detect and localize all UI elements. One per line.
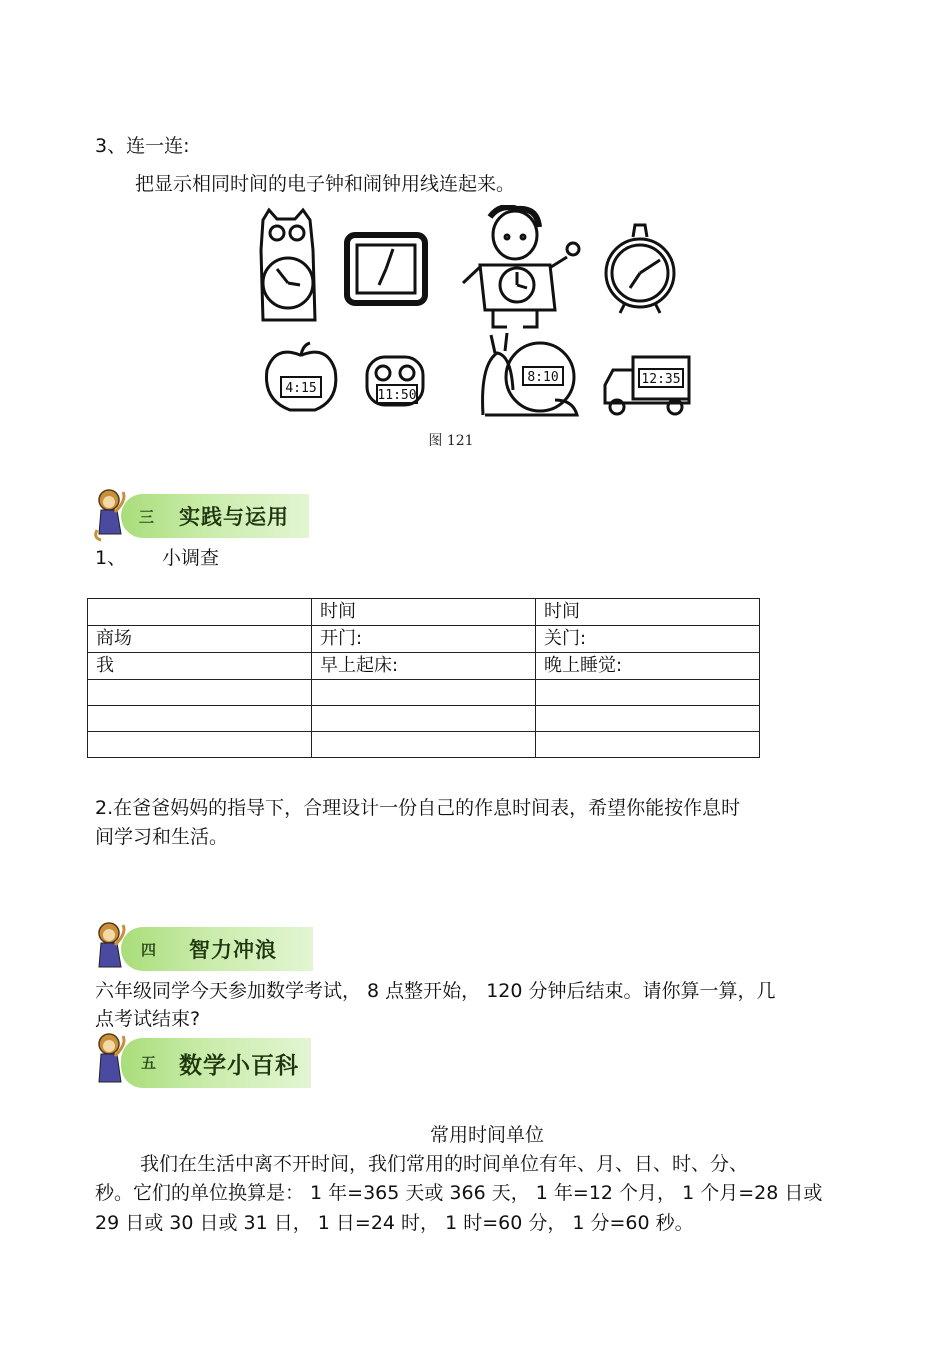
section-title: 数学小百科	[179, 1052, 299, 1079]
table-row	[88, 653, 760, 680]
table-row	[88, 680, 760, 706]
table-cell: 商场	[88, 626, 312, 653]
section-title: 智力冲浪	[189, 937, 277, 962]
table-row	[88, 706, 760, 732]
table-cell	[88, 706, 312, 732]
section-number: 三	[139, 508, 155, 526]
encyclopedia-line3: 29 日或 30 日或 31 日， 1 日=24 时， 1 时=60 分， 1 分=60 秒。	[95, 1212, 694, 1234]
encyclopedia-line1: 我们在生活中离不开时间，我们常用的时间单位有年、月、日、时、分、	[140, 1153, 749, 1175]
monkey-mascot-icon	[93, 1030, 131, 1090]
task2-line2: 间学习和生活。	[95, 826, 229, 848]
section-number: 四	[141, 941, 157, 959]
section-banner-3	[93, 492, 309, 542]
section-banner-4	[93, 925, 313, 975]
q3-heading: 3、连一连:	[95, 135, 190, 157]
square-wall-clock-icon	[347, 235, 425, 303]
q3-instruction: 把显示相同时间的电子钟和闹钟用线连起来。	[135, 173, 516, 195]
section-number: 五	[141, 1054, 157, 1072]
monkey-mascot-icon	[93, 919, 131, 975]
puzzle-line2: 点考试结束?	[95, 1008, 201, 1030]
table-cell	[536, 680, 760, 706]
table-cell: 时间	[536, 599, 760, 626]
monkey-mascot-icon	[93, 486, 131, 542]
table-cell: 时间	[312, 599, 536, 626]
survey-title: 小调查	[162, 547, 220, 569]
table-cell	[536, 732, 760, 758]
section-banner-5	[93, 1036, 311, 1086]
encyclopedia-line2: 秒。它们的单位换算是： 1 年=365 天或 366 天， 1 年=12 个月， 1 个月=28 日或	[95, 1182, 823, 1204]
section-title: 实践与运用	[179, 504, 289, 529]
table-cell: 晚上睡觉:	[536, 653, 760, 680]
apple-digital-clock-icon	[266, 343, 335, 410]
survey-table	[87, 598, 760, 758]
table-cell	[312, 706, 536, 732]
digital-time-robot: 11:50	[377, 388, 417, 403]
table-row	[88, 732, 760, 758]
table-cell: 早上起床:	[312, 653, 536, 680]
owl-alarm-clock-icon	[261, 210, 315, 320]
survey-index: 1、	[95, 547, 127, 569]
alarm-clock-icon	[606, 225, 674, 313]
puzzle-line1: 六年级同学今天参加数学考试， 8 点整开始， 120 分钟后结束。请你算一算，几	[95, 980, 776, 1002]
table-row	[88, 599, 760, 626]
figure-caption: 图 121	[428, 433, 474, 449]
digital-time-truck: 12:35	[641, 372, 681, 387]
table-cell	[312, 680, 536, 706]
task2-line1: 2.在爸爸妈妈的指导下，合理设计一份自己的作息时间表，希望你能按作息时	[95, 797, 741, 819]
table-row	[88, 626, 760, 653]
table-cell	[536, 706, 760, 732]
digital-time-snail: 8:10	[527, 370, 559, 385]
encyclopedia-title: 常用时间单位	[430, 1124, 545, 1146]
table-cell	[312, 732, 536, 758]
table-cell: 关门:	[536, 626, 760, 653]
table-cell: 开门:	[312, 626, 536, 653]
digital-time-apple: 4:15	[285, 381, 317, 396]
table-cell	[88, 732, 312, 758]
clock-figure	[255, 205, 695, 455]
boy-clock-icon	[463, 207, 579, 327]
table-cell: 我	[88, 653, 312, 680]
table-cell	[88, 599, 312, 626]
table-cell	[88, 680, 312, 706]
